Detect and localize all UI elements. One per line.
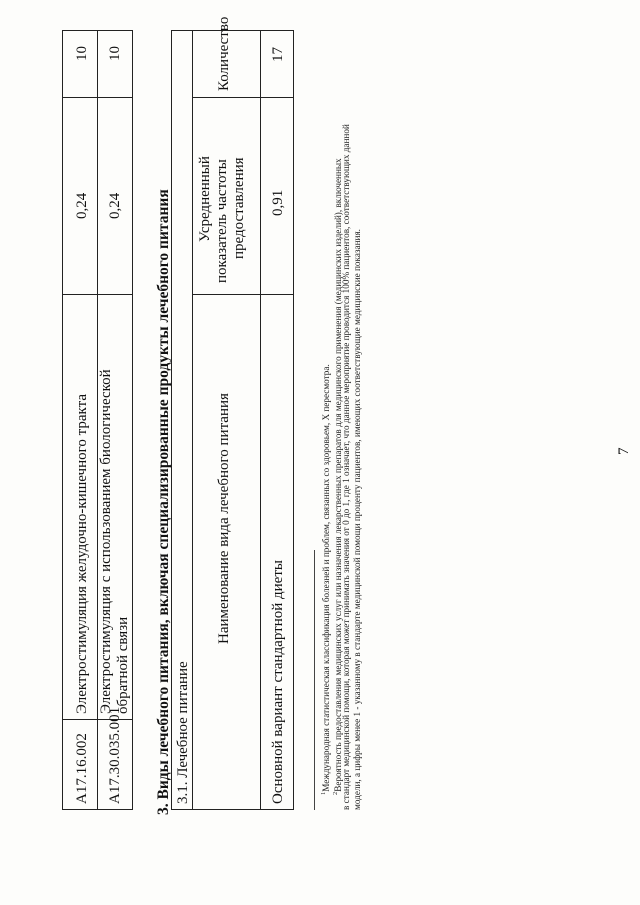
service-frequency: 0,24: [107, 192, 123, 219]
footnote-1-mark: 1: [320, 791, 327, 795]
service-quantity: 10: [107, 46, 123, 61]
header-frequency-continued: показатель частоты: [214, 159, 230, 283]
page-number: 7: [616, 447, 632, 455]
footnote-2-continued: в стандарт медицинской помощи, которая может принимать значения от 0 до 1, где 1 означает, что данное мероприятие проводится 100% пациентов, соответствующих данной: [341, 124, 351, 810]
service-quantity: 10: [74, 46, 90, 61]
service-name: Электростимуляция с использованием биологической: [98, 369, 114, 714]
table-row: [63, 31, 98, 809]
service-name: Электростимуляция желудочно-кишечного тракта: [74, 393, 90, 714]
service-code: A17.30.035.001: [107, 706, 123, 804]
footnote-1-text: Международная статистическая классификация болезней и проблем, связанных со здоровьем, X пересмотра.: [321, 364, 332, 792]
section-heading: 3. Виды лечебного питания, включая специализированные продукты лечебного питания: [155, 189, 172, 815]
footnote-2-continued: модели, а цифры менее 1 - указанному в стандарте медицинской помощи проценту пациентов, имеющих соответствующие медицинские показания.: [352, 229, 362, 810]
subtitle-divider: [192, 31, 193, 809]
header-quantity: Количество: [216, 16, 232, 91]
column-divider: [192, 97, 293, 98]
footnote-rule: [314, 550, 315, 810]
diet-frequency: 0,91: [270, 189, 286, 216]
footnote-2-text: Вероятность предоставления медицинских услуг или назначения лекарственных препаратов для медицинского применения (медицинских изделий), включенных: [333, 158, 344, 792]
footnote-2-mark: 2: [332, 791, 339, 795]
service-code: A17.16.002: [74, 733, 90, 804]
header-frequency-continued: предоставления: [231, 157, 247, 259]
column-divider: [192, 294, 293, 295]
services-table: [62, 30, 133, 810]
header-divider: [260, 31, 261, 809]
service-name-continued: обратной связи: [115, 616, 131, 714]
header-frequency: Усредненный: [197, 156, 213, 242]
table-row: [97, 31, 133, 809]
header-diet-name: Наименование вида лечебного питания: [216, 393, 232, 644]
table-subtitle: 3.1. Лечебное питание: [175, 661, 191, 804]
diet-name: Основной вариант стандартной диеты: [270, 560, 286, 804]
service-frequency: 0,24: [74, 192, 90, 219]
diet-quantity: 17: [270, 47, 286, 62]
diet-table: [171, 16, 294, 810]
